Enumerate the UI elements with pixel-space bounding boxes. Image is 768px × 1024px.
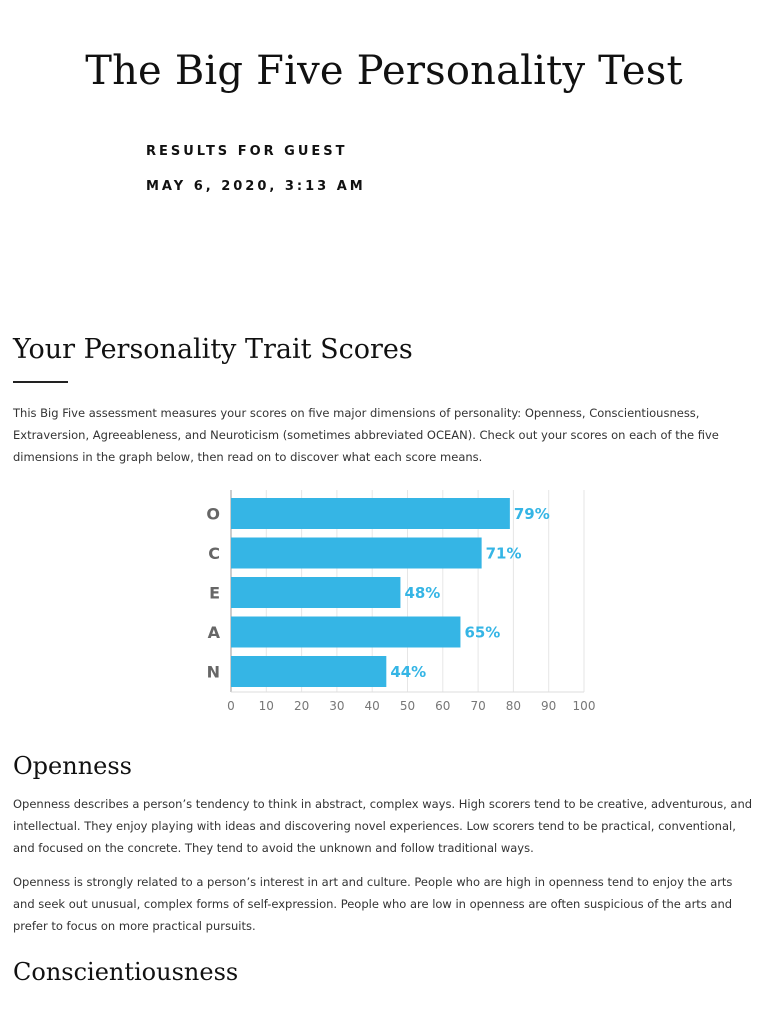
value-label: 48%: [404, 584, 441, 602]
bar-e: [231, 577, 400, 608]
results-date: MAY 6, 2020, 3:13 AM: [146, 179, 366, 194]
value-label: 44%: [390, 663, 427, 681]
openness-paragraph-1: Openness describes a person’s tendency to think in abstract, complex ways. High scorers tend to be creative, adventurous, and intellectual. They enjoy playing with ideas and discovering novel experiences. Low scorers tend to be practical, conventional, and focused on the concrete. They tend to avoid the unknown and follow traditional ways.: [13, 797, 753, 855]
openness-title: Openness: [13, 752, 132, 780]
scores-intro-text: This Big Five assessment measures your scores on five major dimensions of personality: Openness, Conscientiousness, Extraversion, Agreeableness, and Neuroticism (sometimes abbreviated OCEAN). Check out your scores on each of the five dimensions in the graph below, then read on to discover what each score means.: [13, 406, 719, 464]
scores-section-title: Your Personality Trait Scores: [13, 334, 413, 365]
value-label: 65%: [464, 623, 501, 642]
x-tick-label: 40: [364, 699, 380, 713]
x-tick-label: 30: [329, 699, 345, 713]
bar-a: [231, 617, 460, 648]
category-label: N: [206, 662, 220, 682]
x-tick-label: 20: [293, 699, 310, 713]
x-tick-label: 50: [399, 699, 416, 713]
bar-n: [231, 656, 386, 687]
x-tick-label: 70: [470, 699, 486, 713]
page-title: The Big Five Personality Test: [85, 48, 683, 94]
x-tick-label: 80: [505, 699, 522, 713]
x-tick-label: 0: [227, 699, 235, 713]
bar-o: [231, 498, 510, 529]
category-label: C: [208, 544, 220, 563]
x-tick-label: 60: [435, 699, 451, 713]
x-tick-label: 100: [572, 699, 596, 713]
conscientiousness-title: Conscientiousness: [13, 958, 239, 986]
category-label: O: [206, 504, 220, 524]
category-label: A: [207, 623, 220, 642]
value-label: 71%: [485, 544, 522, 563]
openness-paragraph-2: Openness is strongly related to a person’s interest in art and culture. People who are high in openness tend to enjoy the arts and seek out unusual, complex forms of self-expression. People who are low in openness are often suspicious of the arts and prefer to focus on more practical pursuits.: [13, 875, 733, 933]
x-tick-label: 10: [258, 699, 274, 713]
value-label: 79%: [513, 505, 550, 523]
results-for-label: RESULTS FOR GUEST: [146, 144, 348, 159]
bar-c: [231, 538, 482, 569]
category-label: E: [209, 583, 220, 603]
x-tick-label: 90: [541, 699, 557, 713]
